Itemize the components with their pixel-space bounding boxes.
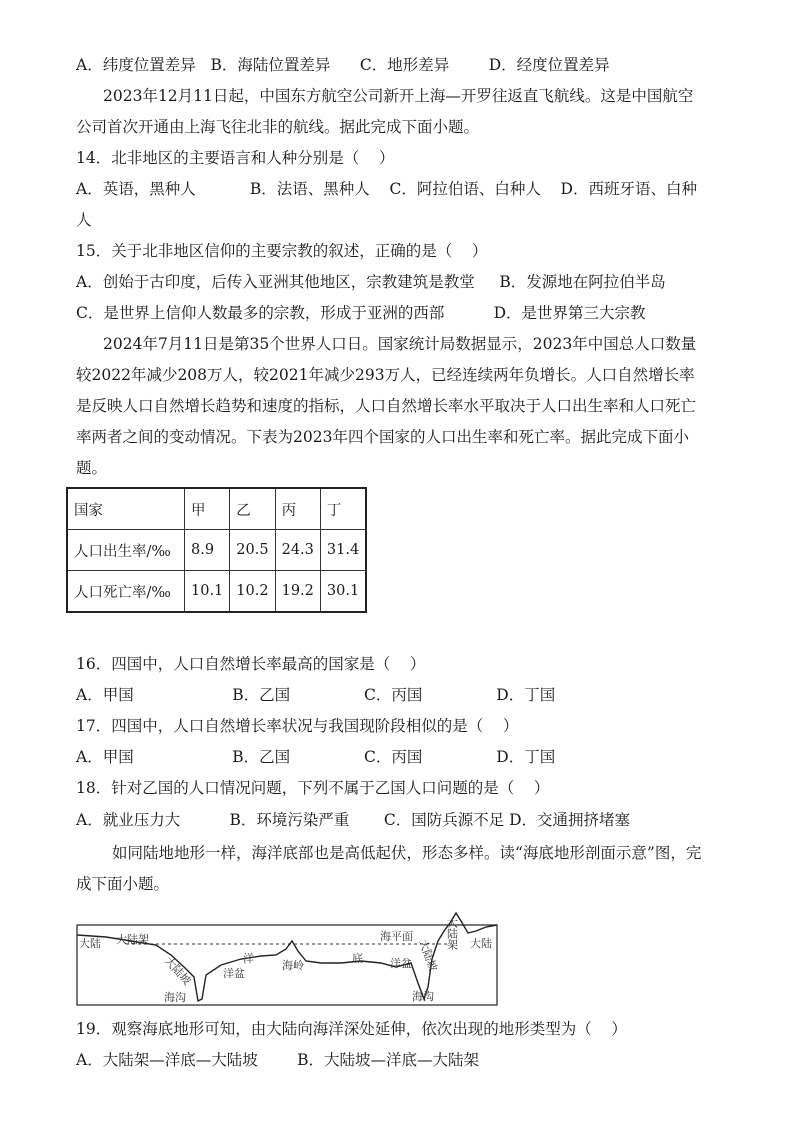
table-header-cell: 国家 <box>67 488 185 530</box>
question-19: 19．观察海底地形可知，由大陆向海洋深处延伸，依次出现的地形类型为（ ） <box>76 1020 627 1038</box>
table-row <box>67 571 366 613</box>
label-sea-level: 海平面 <box>380 930 413 943</box>
passage-flight-line-2: 公司首次开通由上海飞往北非的航线。据此完成下面小题。 <box>76 118 480 136</box>
population-rate-table <box>66 487 367 613</box>
label-trench-right: 海沟 <box>412 990 434 1003</box>
passage-flight-line-1: 2023年12月11日起，中国东方航空公司新开上海—开罗往返直飞航线。这是中国航空 <box>103 87 694 105</box>
question-18: 18．针对乙国的人口情况问题，下列不属于乙国人口问题的是（ ） <box>76 779 550 797</box>
question-15: 15．关于北非地区信仰的主要宗教的叙述，正确的是（ ） <box>76 242 488 260</box>
passage-seafloor-line-2: 成下面小题。 <box>76 875 170 893</box>
passage-population-line-5: 题。 <box>76 459 108 477</box>
table-cell: 20.5 <box>230 530 275 571</box>
table-row <box>67 530 366 571</box>
label-trench-left: 海沟 <box>164 991 186 1004</box>
table-cell: 8.9 <box>185 530 230 571</box>
answer-options-19: A．大陆架—洋底—大陆坡 B．大陆坡—洋底—大陆架 <box>76 1051 480 1069</box>
label-slope-right: 大陆坡 <box>416 937 440 974</box>
answer-options-17: A．甲国 B．乙国 C．丙国 D．丁国 <box>76 748 556 766</box>
table-cell: 人口死亡率/‰ <box>67 571 185 613</box>
label-basin-left: 洋盆 <box>223 967 245 980</box>
table-cell: 30.1 <box>320 571 366 613</box>
answer-options-16: A．甲国 B．乙国 C．丙国 D．丁国 <box>76 686 556 704</box>
passage-population-line-2: 较2022年减少208万人，较2021年减少293万人，已经连续两年负增长。人口自然增长率 <box>76 366 695 384</box>
table-cell: 10.2 <box>230 571 275 613</box>
table-cell: 19.2 <box>275 571 320 613</box>
label-continent-right: 大陆 <box>470 937 492 950</box>
answer-options-14-wrap: 人 <box>76 211 92 229</box>
answer-options-15-cd: C．是世界上信仰人数最多的宗教，形成于亚洲的西部 D．是世界第三大宗教 <box>76 304 646 322</box>
label-slope-left: 大陆坡 <box>161 954 194 988</box>
answer-options-13: A．纬度位置差异 B．海陆位置差异 C．地形差异 D．经度位置差异 <box>76 56 610 74</box>
question-14: 14．北非地区的主要语言和人种分别是（ ） <box>76 149 395 167</box>
table-header-cell: 甲 <box>185 488 230 530</box>
passage-population-line-3: 是反映人口自然增长趋势和速度的指标，人口自然增长率水平取决于人口出生率和人口死亡 <box>76 397 697 415</box>
table-cell: 31.4 <box>320 530 366 571</box>
table-header-cell: 乙 <box>230 488 275 530</box>
table-header-cell: 丙 <box>275 488 320 530</box>
table-header-cell: 丁 <box>320 488 366 530</box>
table-cell: 10.1 <box>185 571 230 613</box>
label-shelf-left: 大陆架 <box>116 933 149 946</box>
seafloor-profile-diagram <box>76 903 500 1009</box>
passage-population-line-4: 率两者之间的变动情况。下表为2023年四个国家的人口出生率和死亡率。据此完成下面小 <box>76 428 689 446</box>
table-cell: 24.3 <box>275 530 320 571</box>
label-continent-left: 大陆 <box>79 937 101 950</box>
label-ridge: 海岭 <box>282 959 304 972</box>
answer-options-18: A．就业压力大 B．环境污染严重 C．国防兵源不足 D．交通拥挤堵塞 <box>76 811 631 829</box>
label-floor: 底 <box>352 952 363 965</box>
answer-options-15-ab: A．创始于古印度，后传入亚洲其他地区，宗教建筑是教堂 B．发源地在阿拉伯半岛 <box>76 273 666 291</box>
label-shelf-right: 大陆架 <box>445 917 459 950</box>
question-16: 16．四国中，人口自然增长率最高的国家是（ ） <box>76 655 426 673</box>
table-header-row <box>67 488 366 530</box>
passage-seafloor-line-1: 如同陆地地形一样，海洋底部也是高低起伏，形态多样。读“海底地形剖面示意”图，完 <box>112 844 702 862</box>
label-ocean: 洋 <box>243 952 254 965</box>
passage-population-line-1: 2024年7月11日是第35个世界人口日。国家统计局数据显示，2023年中国总人口数量 <box>103 335 697 353</box>
label-basin-right: 洋盆 <box>390 957 412 970</box>
question-17: 17．四国中，人口自然增长率状况与我国现阶段相似的是（ ） <box>76 717 519 735</box>
table-cell: 人口出生率/‰ <box>67 530 185 571</box>
answer-options-14: A．英语，黑种人 B．法语、黑种人 C．阿拉伯语、白种人 D．西班牙语、白种 <box>76 180 697 198</box>
